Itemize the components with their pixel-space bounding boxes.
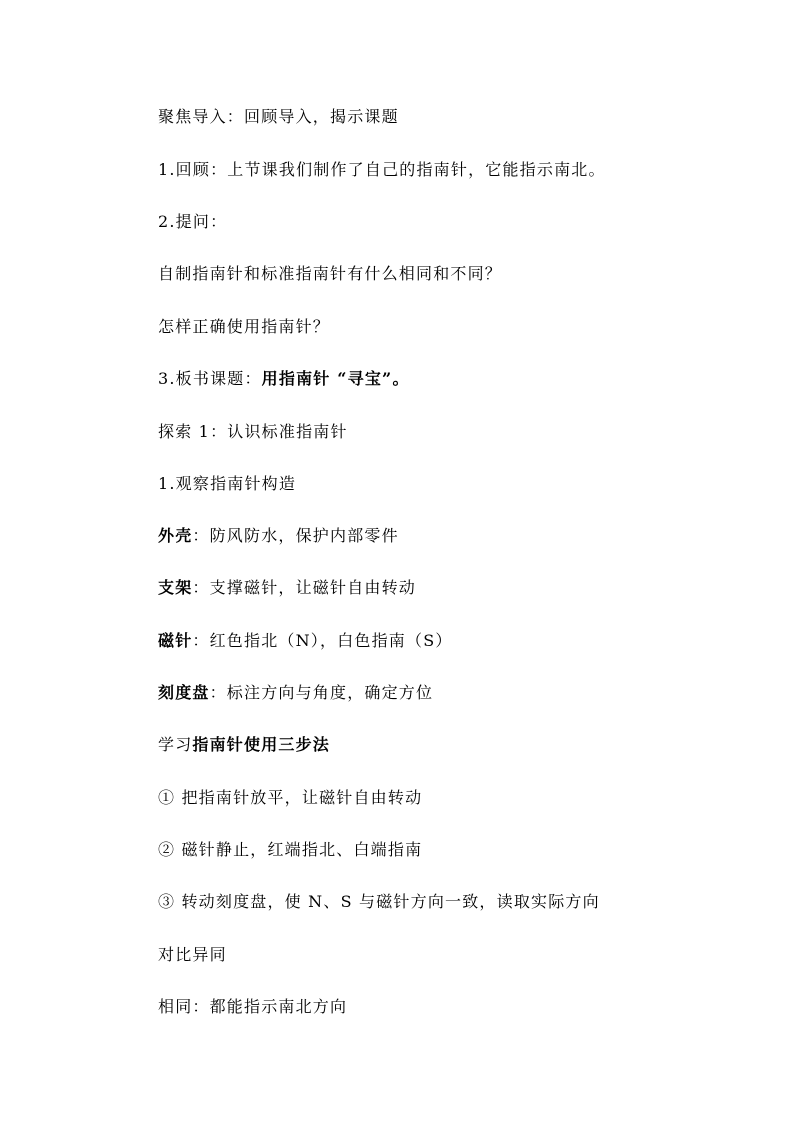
part-stand-term: 支架 <box>158 578 193 597</box>
part-dial-term: 刻度盘 <box>158 683 210 702</box>
part-needle-desc: ：红色指北（N），白色指南（S） <box>192 631 453 650</box>
question-1: 自制指南针和标准指南针有什么相同和不同？ <box>158 264 503 283</box>
part-needle <box>158 630 453 652</box>
step-1: ① 把指南针放平，让磁针自由转动 <box>158 788 423 807</box>
question-2: 怎样正确使用指南针？ <box>158 317 331 336</box>
part-stand <box>158 577 416 599</box>
review-item: 1.回顾：上节课我们制作了自己的指南针，它能指示南北。 <box>158 160 606 179</box>
board-title: 用指南针 “寻宝”。 <box>261 369 410 388</box>
question-label: 2.提问： <box>158 212 228 231</box>
part-dial-desc: ：标注方向与角度，确定方位 <box>209 683 434 702</box>
step-2: ② 磁针静止，红端指北、白端指南 <box>158 840 423 859</box>
board-title-line <box>158 368 410 390</box>
part-shell <box>158 525 399 547</box>
observe-structure: 1.观察指南针构造 <box>158 474 297 493</box>
explore-heading: 探索 1：认识标准指南针 <box>158 422 348 441</box>
part-dial <box>158 682 433 704</box>
steps-heading-title: 指南针使用三步法 <box>192 735 331 754</box>
steps-heading <box>158 734 330 756</box>
part-needle-term: 磁针 <box>158 631 193 650</box>
part-shell-desc: ：防风防水，保护内部零件 <box>192 526 399 545</box>
step-3: ③ 转动刻度盘，使 N、S 与磁针方向一致，读取实际方向 <box>158 892 600 911</box>
intro-heading: 聚焦导入：回顾导入，揭示课题 <box>158 107 399 126</box>
part-stand-desc: ：支撑磁针，让磁针自由转动 <box>192 578 417 597</box>
board-title-label: 3.板书课题： <box>158 369 262 388</box>
steps-heading-prefix: 学习 <box>158 735 193 754</box>
same-point: 相同：都能指示南北方向 <box>158 997 348 1016</box>
compare-heading: 对比异同 <box>158 945 227 964</box>
part-shell-term: 外壳 <box>158 526 193 545</box>
